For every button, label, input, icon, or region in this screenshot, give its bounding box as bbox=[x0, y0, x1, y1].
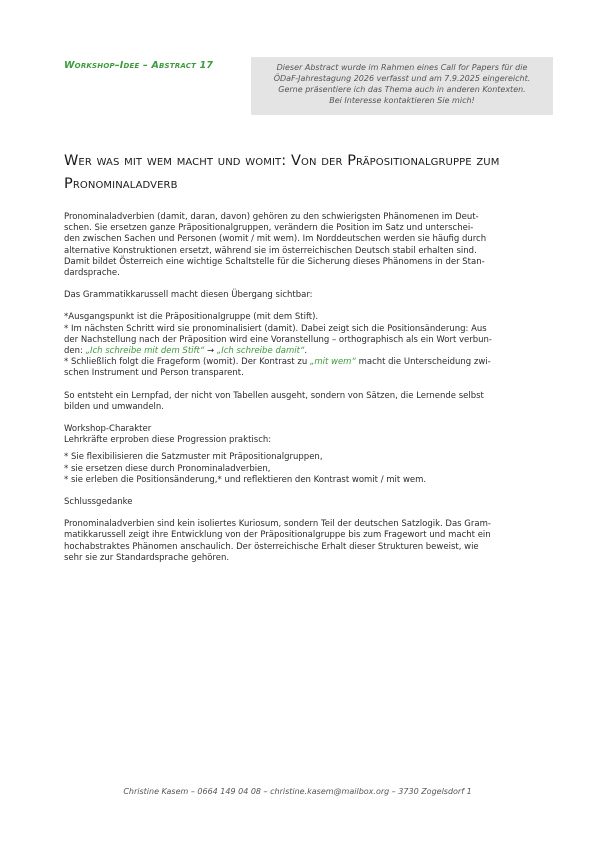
step-2-line: * Im nächsten Schritt wird sie pronominalisiert (damit). Dabei zeigt sich die Positionsänderung: Aus bbox=[64, 323, 487, 334]
note-line: Bei Interesse kontaktieren Sie mich! bbox=[329, 96, 475, 105]
bullet-item: * sie erleben die Positionsänderung,* und reflektieren den Kontrast womit / mit wem. bbox=[64, 474, 427, 485]
section-heading: Schlussgedanke bbox=[64, 497, 133, 508]
title-line: Pronominaladverb bbox=[64, 176, 178, 192]
text-line: Lehrkräfte erproben diese Progression praktisch: bbox=[64, 435, 272, 446]
text-fragment: den: bbox=[64, 346, 86, 357]
step-2-line: der Nachstellung nach der Präposition wird eine Voranstellung – orthographisch als ein Wort verbun- bbox=[64, 334, 492, 345]
text-line: schen. Sie ersetzen ganze Präpositionalgruppen, verändern die Position im Satz und unterschei- bbox=[64, 223, 474, 234]
text-line: Pronominaladverbien (damit, daran, davon) gehören zu den schwierigsten Phänomenen im Deut- bbox=[64, 212, 479, 222]
example-quote: „Ich schreibe mit dem Stift“ bbox=[85, 346, 205, 357]
abstract-label: Workshop–Idee – Abstract 17 bbox=[64, 60, 214, 71]
step-1: *Ausgangspunkt ist die Präpositionalgruppe (mit dem Stift). bbox=[64, 312, 319, 323]
text-fragment: . bbox=[304, 346, 308, 357]
step-3-line bbox=[64, 357, 544, 368]
submission-note bbox=[251, 57, 553, 115]
text-line: alternative Konstruktionen ersetzt, während sie im österreichischen Deutsch stabil erhalten sind. bbox=[64, 245, 477, 256]
step-3-line: schen Instrument und Person transparent. bbox=[64, 368, 244, 379]
example-quote: „Ich schreibe damit“ bbox=[216, 346, 305, 357]
text-line: Pronominaladverbien sind kein isoliertes Kuriosum, sondern Teil der deutschen Satzlogik. Das Gram- bbox=[64, 519, 491, 530]
schluss-paragraph bbox=[64, 519, 544, 564]
text-fragment: * Schließlich folgt die Frageform (womit). Der Kontrast zu bbox=[64, 357, 310, 368]
title-line: Wer was mit wem macht und womit: Von der Präpositionalgruppe zum bbox=[64, 153, 500, 169]
note-line: Dieser Abstract wurde im Rahmen eines Call for Papers für die bbox=[276, 63, 528, 72]
bullet-item: * Sie flexibilisieren die Satzmuster mit Präpositionalgruppen, bbox=[64, 452, 323, 463]
text-line: hochabstraktes Phänomen anschaulich. Der österreichische Erhalt dieser Strukturen beweist, wie bbox=[64, 541, 479, 552]
karussell-intro bbox=[64, 290, 544, 301]
text-line: Damit bildet Österreich eine wichtige Schaltstelle für die Sicherung dieses Phänomens in der Stan- bbox=[64, 256, 485, 267]
arrow: → bbox=[204, 346, 217, 357]
text-line: Das Grammatikkarussell macht diesen Übergang sichtbar: bbox=[64, 290, 313, 301]
contact-footer: Christine Kasem – 0664 149 04 08 – christine.kasem@mailbox.org – 3730 Zogelsdorf 1 bbox=[123, 787, 472, 796]
text-line: sehr sie zur Standardsprache gehören. bbox=[64, 552, 230, 563]
text-line: matikkarussell zeigt ihre Entwicklung von der Präpositionalgruppe bis zum Fragewort und macht ein bbox=[64, 530, 491, 541]
bullet-item: * sie ersetzen diese durch Pronominaladverbien, bbox=[64, 463, 271, 474]
schluss-heading-block bbox=[64, 497, 544, 508]
lernpfad-paragraph bbox=[64, 391, 544, 413]
workshop-section bbox=[64, 424, 544, 486]
text-line: den zwischen Sachen und Personen (womit / mit wem). Im Norddeutschen werden sie häufig durch bbox=[64, 234, 487, 245]
note-line: ÖDaF-Jahrestagung 2026 verfasst und am 7.9.2025 eingereicht. bbox=[273, 74, 531, 83]
text-fragment: macht die Unterscheidung zwi- bbox=[355, 357, 491, 368]
text-line: So entsteht ein Lernpfad, der nicht von Tabellen ausgeht, sondern von Sätzen, die Lernende selbst bbox=[64, 390, 484, 401]
intro-paragraph bbox=[64, 212, 544, 279]
text-line: dardsprache. bbox=[64, 268, 120, 279]
step-2-line bbox=[64, 346, 544, 357]
abstract-body bbox=[64, 212, 544, 575]
section-heading: Workshop-Charakter bbox=[64, 424, 152, 435]
example-quote: „mit wem“ bbox=[309, 357, 356, 368]
note-line: Gerne präsentiere ich das Thema auch in anderen Kontexten. bbox=[278, 85, 526, 94]
text-line: bilden und umwandeln. bbox=[64, 401, 164, 412]
document-title bbox=[64, 150, 542, 196]
steps-list bbox=[64, 312, 544, 379]
